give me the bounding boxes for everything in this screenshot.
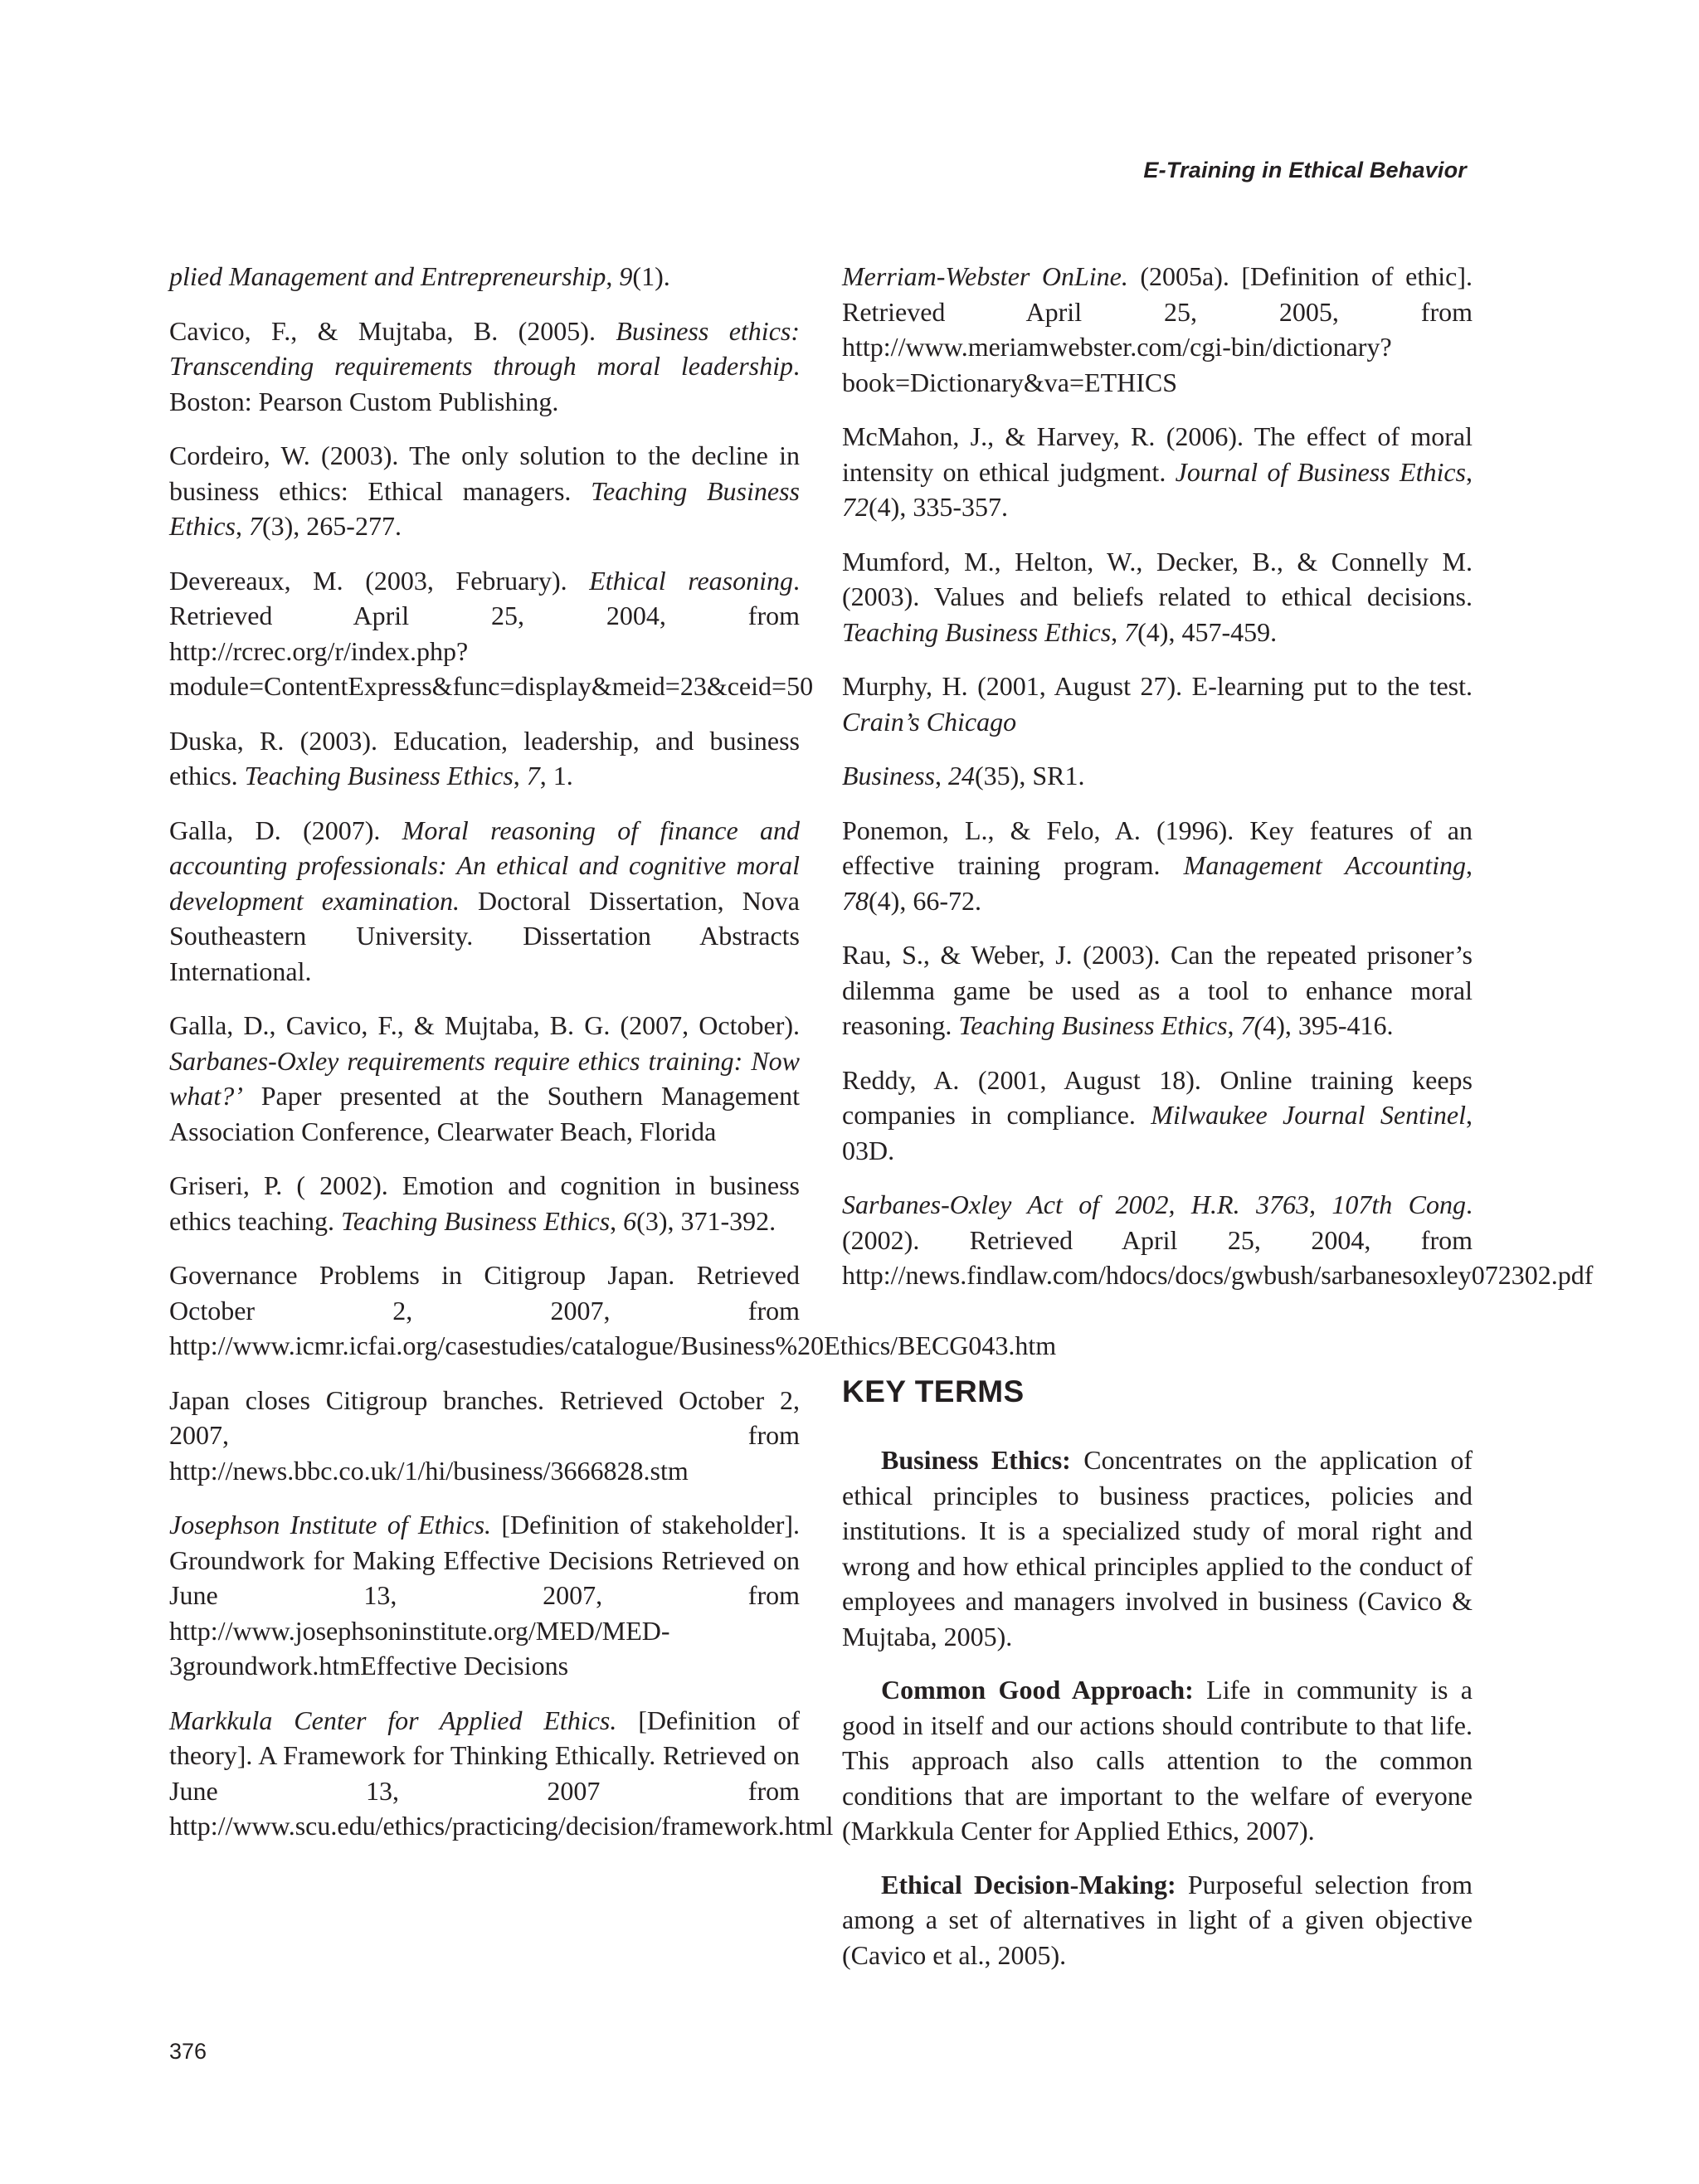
key-term-definition: Life in community is a good in itself and our actions should contribute to that life. This approach also calls attention to the common conditions that are important to the welfare of everyone (Markkula Center for Applied Ethics, 2007). [842,1675,1473,1846]
reference-entry: Josephson Institute of Ethics. [Definition of stakeholder]. Groundwork for Making Effective Decisions Retrieved on June 13, 2007, from http://www.josephsoninstitute.org/MED/MED-3groundwork.htmEffective Decisions [169,1510,801,1681]
page-number: 376 [169,2039,207,2064]
key-term-definition: Purposeful selection from among a set of alternatives in light of a given objective (Cavico et al., 2005). [842,1869,1473,1970]
reference-entry: Cordeiro, W. (2003). The only solution to the decline in business ethics: Ethical managers. Teaching Business Ethics, 7(3), 265-277. [169,440,801,541]
reference-entry: Griseri, P. ( 2002). Emotion and cognition in business ethics teaching. Teaching Business Ethics, 6(3), 371-392. [169,1170,800,1236]
right-column [842,259,1594,1991]
key-term-label: Business Ethics: [881,1445,1071,1475]
key-terms-heading: KEY TERMS [842,1374,1025,1408]
key-term-entry [842,1672,1473,1849]
key-term-entry [842,1442,1473,1654]
reference-entry: Sarbanes-Oxley Act of 2002, H.R. 3763, 107th Cong. (2002). Retrieved April 25, 2004, from http://news.findlaw.com/hdocs/docs/gwbush/sarbanesoxley072302.pdf [842,1189,1594,1290]
reference-entry: Galla, D. (2007). Moral reasoning of finance and accounting professionals: An ethical and cognitive moral development examination. Doctoral Dissertation, Nova Southeastern University. Dissertation Abstracts International. [169,815,801,986]
reference-entry: Governance Problems in Citigroup Japan. Retrieved October 2, 2007, from http://www.icmr.icfai.org/casestudies/catalogue/Business%20Ethics/BECG043.htm [169,1260,1057,1360]
key-term-label: Ethical Decision-Making: [881,1869,1176,1899]
reference-entry: Merriam-Webster OnLine. (2005a). [Definition of ethic]. Retrieved April 25, 2005, from http://www.meriamwebster.com/cgi-bin/dictionary?book=Dictionary&va=ETHICS [842,261,1473,397]
reference-entry: McMahon, J., & Harvey, R. (2006). The effect of moral intensity on ethical judgment. Journal of Business Ethics, 72(4), 335-357. [842,421,1473,522]
reference-entry: Reddy, A. (2001, August 18). Online training keeps companies in compliance. Milwaukee Journal Sentinel, 03D. [842,1064,1473,1165]
reference-entry: Business, 24(35), SR1. [842,761,1085,790]
reference-entry: Japan closes Citigroup branches. Retrieved October 2, 2007, from http://news.bbc.co.uk/1/hi/business/3666828.stm [169,1384,800,1486]
key-term-definition: Concentrates on the application of ethical principles to business practices, policies and institutions. It is a specialized study of moral right and wrong and how ethical principles applied to the conduct of employees and managers involved in business (Cavico & Mujtaba, 2005). [842,1445,1473,1651]
key-term-entry [842,1867,1473,1973]
reference-entry: Devereaux, M. (2003, February). Ethical reasoning. Retrieved April 25, 2004, from http://rcrec.org/r/index.php?module=ContentExpress&func=display&meid=23&ceid=50 [169,565,814,701]
reference-entry: Markkula Center for Applied Ethics. [Definition of theory]. A Framework for Thinking Ethically. Retrieved on June 13, 2007 from http://www.scu.edu/ethics/practicing/decision/framework.html [169,1705,834,1841]
reference-entry: Galla, D., Cavico, F., & Mujtaba, B. G. (2007, October). Sarbanes-Oxley requirements require ethics training: Now what?’ Paper presented at the Southern Management Association Conference, Clearwater Beach, Florida [169,1010,800,1146]
reference-entry: Cavico, F., & Mujtaba, B. (2005). Business ethics: Transcending requirements through moral leadership. Boston: Pearson Custom Publishing. [169,315,801,416]
running-head: E-Training in Ethical Behavior [1143,158,1467,182]
reference-entry: Rau, S., & Weber, J. (2003). Can the repeated prisoner’s dilemma game be used as a tool to enhance moral reasoning. Teaching Business Ethics, 7(4), 395-416. [842,940,1473,1040]
key-term-label: Common Good Approach: [881,1675,1194,1705]
reference-entry: Duska, R. (2003). Education, leadership, and business ethics. Teaching Business Ethics, 7, 1. [169,725,800,790]
reference-entry: plied Management and Entrepreneurship, 9(1). [169,261,670,291]
reference-entry: Mumford, M., Helton, W., Decker, B., & Connelly M. (2003). Values and beliefs related to ethical decisions. Teaching Business Ethics, 7(4), 457-459. [842,546,1473,647]
reference-entry: Ponemon, L., & Felo, A. (1996). Key features of an effective training program. Management Accounting, 78(4), 66-72. [842,815,1473,916]
reference-entry: Murphy, H. (2001, August 27). E-learning put to the test. Crain’s Chicago [842,671,1473,737]
